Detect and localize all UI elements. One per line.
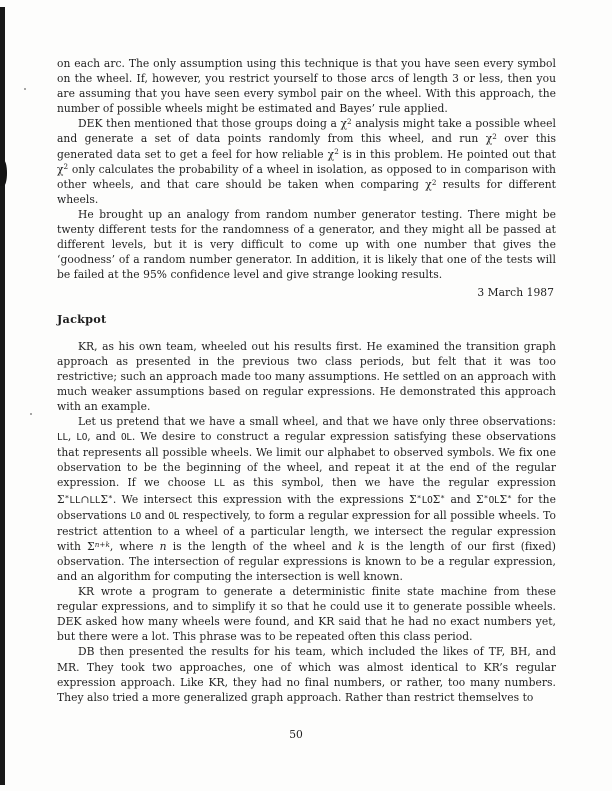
- math-superscript: ∗: [507, 492, 513, 502]
- section-heading: Jackpot: [57, 311, 107, 326]
- math-symbol: Σ: [57, 492, 65, 506]
- body-text: is the length of the wheel and: [166, 539, 359, 553]
- paragraph: [57, 116, 556, 207]
- body-text: is in this problem. He pointed out that: [338, 147, 556, 161]
- math-symbol: Σ: [100, 492, 108, 506]
- body-text: , where: [109, 539, 160, 553]
- body-text: is the length of our first (fixed) observation. The intersection of regular expressions is known to be a regular expression, and an algorithm for computing the intersection is well known.: [57, 539, 556, 583]
- body-text: KR, as his own team, wheeled out his results first. He examined the transition graph approach as presented in the previous two class periods, but felt that it was too restrictive; such an approach made too many assumptions. He settled on an approach with much weaker assumptions based on regular expressions. He demonstrated this approach with an example.: [57, 339, 556, 413]
- scan-speck: [30, 413, 32, 415]
- body-text: He brought up an analogy from random number generator testing. There might be twenty different tests for the randomness of a generator, and they might all be passed at different levels, but it is very difficult to come up with one number that gives the ‘goodness’ of a random number generator. In addition, it is likely that one of the tests will be failed at the 95% confidence level and give strange looking results.: [57, 207, 556, 282]
- math-superscript: ∗: [64, 492, 70, 502]
- paragraph: [57, 56, 556, 116]
- body-text: for the observations: [57, 492, 556, 522]
- paragraph: [57, 207, 556, 282]
- math-superscript: ∗: [483, 492, 489, 502]
- math-superscript: 2: [63, 162, 69, 172]
- typewriter-text: OL: [168, 510, 180, 522]
- math-symbol: Σ: [476, 492, 484, 506]
- paragraph: [57, 584, 556, 644]
- body-text: , and: [87, 430, 121, 444]
- math-symbol: Σ: [87, 539, 95, 553]
- math-symbol: Σ: [432, 492, 441, 506]
- body-text: respectively, to form a regular expression for all possible wheels. To restrict attention to a wheel of a particular length, we intersect the regular expression with: [57, 508, 556, 553]
- typewriter-text: LO: [421, 494, 433, 506]
- math-symbol: χ: [327, 147, 335, 161]
- math-superscript: 2: [431, 177, 437, 187]
- scan-edge-blob: [0, 160, 7, 186]
- math-symbol: Σ: [409, 492, 417, 506]
- body-text: Let us pretend that we have a small wheel, and that we have only three observations:: [78, 415, 556, 429]
- math-variable: k: [358, 539, 365, 553]
- body-text: . We intersect this expression with the expressions: [112, 492, 410, 506]
- body-text: . We desire to construct a regular expression satisfying these observations that represents all possible wheels. We limit our alphabet to observed symbols. We fix one observation to be the beginning of the wheel, and repeat it at the end of the regular expression. If we choose: [57, 430, 556, 490]
- body-text: DB then presented the results for his team, which included the likes of TF, BH, and MR. They took two approaches, one of which was almost identical to KR’s regular expression approach. Like KR, they had no final numbers, or rather, too many numbers. They also tried a more generalized graph approach. Rather than restrict themselves to: [57, 645, 556, 704]
- math-symbol: χ: [485, 132, 493, 146]
- body-text: on each arc. The only assumption using this technique is that you have seen every symbol on the wheel. If, however, you restrict yourself to those arcs of length 3 or less, then you are assuming that you have seen every symbol pair on the wheel. With this approach, the number of possible wheels might be estimated and Bayes’ rule applied.: [57, 57, 556, 116]
- body-text: and: [141, 508, 169, 522]
- math-symbol: χ: [340, 117, 348, 131]
- date-line: 3 March 1987: [477, 286, 554, 300]
- body-text: KR wrote a program to generate a deterministic finite state machine from these regular expressions, and to simplify it so that he could use it to generate possible wheels. DEK asked how many wheels were found, and KR said that he had no exact numbers yet, but there were a lot. This phrase was to be repeated often this class period.: [57, 585, 556, 644]
- math-superscript: n+k: [94, 539, 110, 549]
- math-variable: n: [159, 539, 167, 553]
- body-text: over this generated data set to get a feel for how reliable: [57, 132, 556, 161]
- math-superscript: 2: [492, 132, 497, 142]
- body-text: DEK then mentioned that those groups doing a: [78, 117, 341, 131]
- body-text: ,: [67, 430, 77, 444]
- math-superscript: ∗: [440, 492, 446, 502]
- typewriter-text: LL: [89, 494, 101, 506]
- typewriter-text: LO: [130, 510, 142, 522]
- math-symbol: χ: [425, 177, 432, 191]
- typewriter-text: LL: [213, 478, 225, 490]
- body-text: only calculates the probability of a wheel in isolation, as opposed to in comparison with other wheels, and that care should be taken when comparing: [57, 162, 556, 191]
- paragraph: [57, 644, 556, 704]
- body-text: analysis might take a possible wheel and generate a set of data points randomly from this wheel, and run: [57, 117, 556, 146]
- math-superscript: ∗: [107, 492, 113, 502]
- typewriter-text: OL: [120, 432, 132, 444]
- math-superscript: 2: [334, 147, 339, 157]
- page-number: 50: [289, 728, 303, 741]
- math-symbol: χ: [57, 162, 64, 176]
- typewriter-text: LL: [69, 494, 81, 506]
- text-block: [57, 56, 556, 705]
- paragraph: [57, 339, 556, 414]
- scan-speck: [24, 88, 26, 90]
- typewriter-text: OL: [488, 494, 500, 506]
- body-text: ∩: [80, 492, 90, 506]
- body-text: and: [445, 492, 477, 506]
- math-superscript: ∗: [416, 492, 422, 502]
- typewriter-text: LO: [76, 432, 88, 444]
- body-text: results for different wheels.: [57, 177, 556, 206]
- scan-edge-artifact: [0, 7, 5, 785]
- typewriter-text: LL: [57, 432, 68, 444]
- math-symbol: Σ: [499, 492, 508, 506]
- math-superscript: 2: [347, 117, 352, 127]
- paragraph: [57, 414, 556, 584]
- body-text: as this symbol, then we have the regular expression: [224, 476, 556, 490]
